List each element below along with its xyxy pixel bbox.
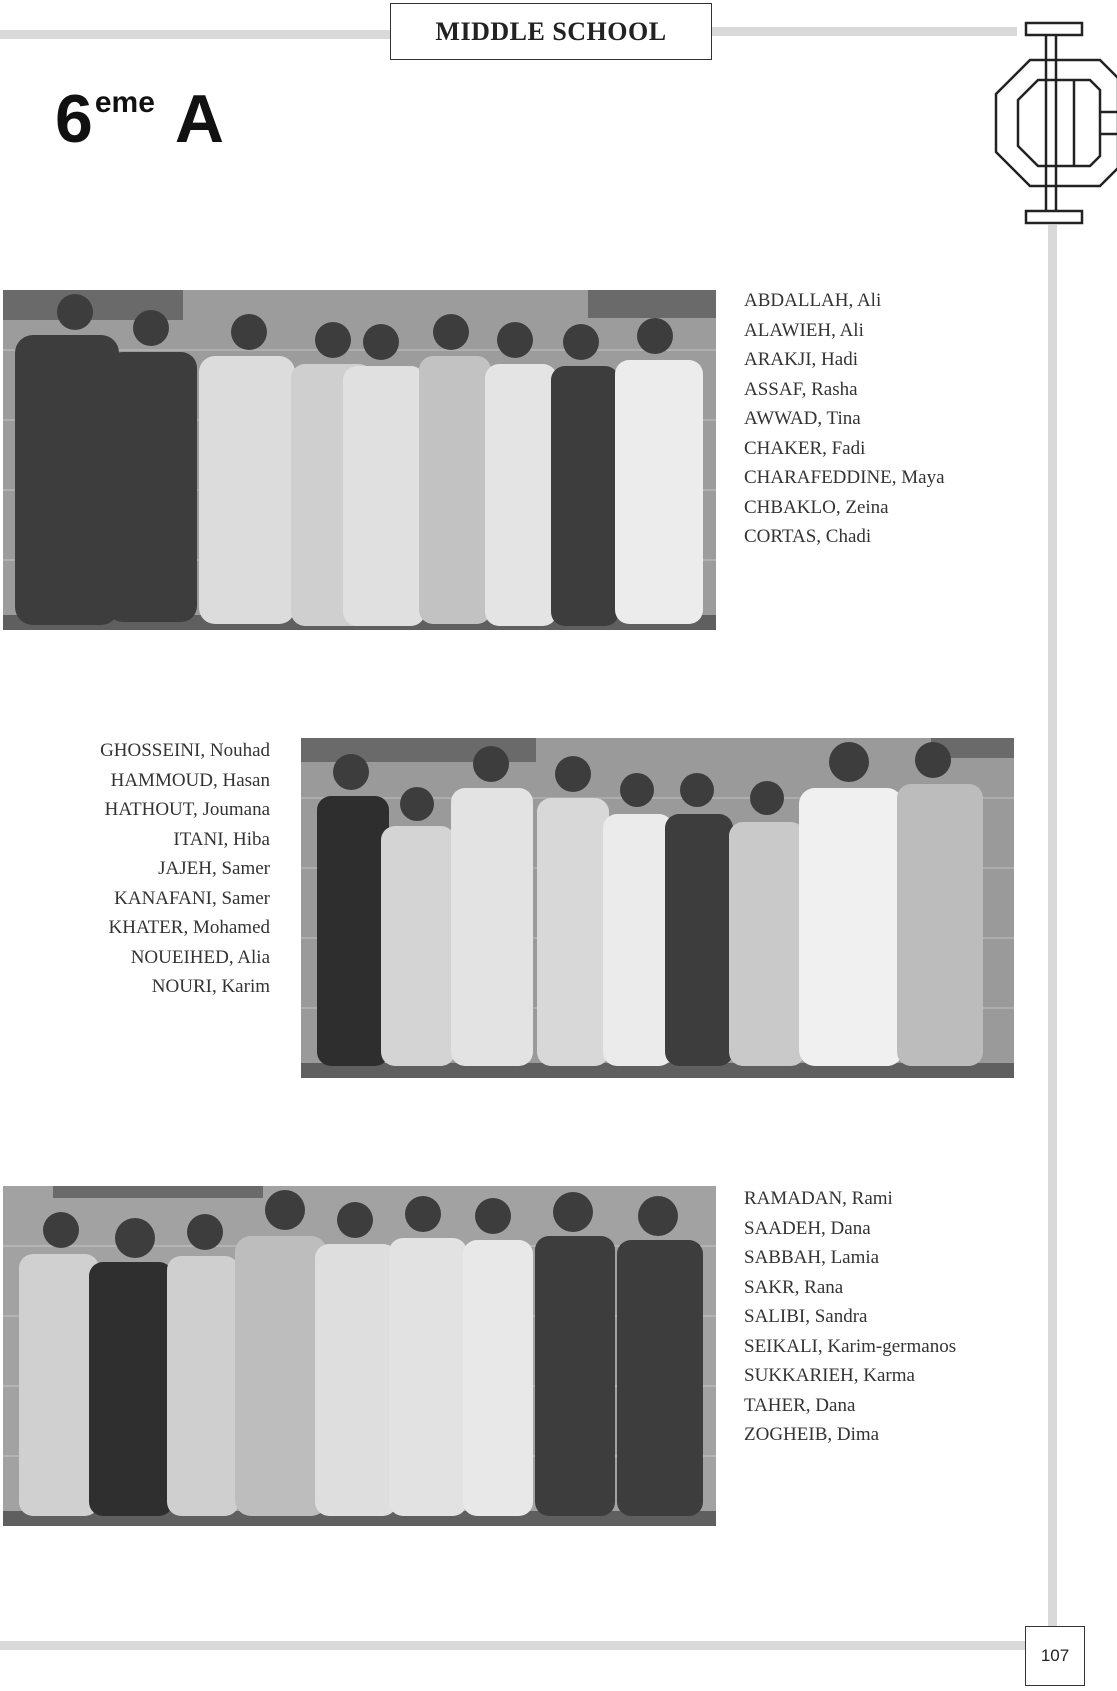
- class-letter: A: [174, 81, 224, 157]
- student-name: CHAKER, Fadi: [744, 437, 866, 459]
- student-name: SAADEH, Dana: [744, 1217, 871, 1239]
- student-name: ARAKJI, Hadi: [744, 349, 858, 370]
- student-name: ALAWIEH, Ali: [744, 319, 864, 341]
- student-name: RAMADAN, Rami: [744, 1188, 893, 1209]
- student-name: ASSAF, Rasha: [744, 378, 858, 400]
- name-list-2: [100, 736, 270, 1002]
- page-number-box: [1025, 1626, 1085, 1686]
- student-name: JAJEH, Samer: [158, 858, 270, 879]
- name-list-3: [744, 1184, 956, 1450]
- class-title: [55, 80, 224, 158]
- bottom-rule: [0, 1641, 1025, 1650]
- student-name: ABDALLAH, Ali: [744, 290, 882, 311]
- top-rule-right: [712, 27, 1017, 36]
- student-name: TAHER, Dana: [744, 1394, 856, 1416]
- student-name: HAMMOUD, Hasan: [110, 769, 270, 791]
- right-vertical-rule: [1048, 225, 1057, 1645]
- student-name: SABBAH, Lamia: [744, 1247, 880, 1268]
- student-name: ZOGHEIB, Dima: [744, 1424, 880, 1445]
- class-photo-2: [301, 738, 1014, 1078]
- name-list-1: [744, 286, 945, 552]
- student-name: AWWAD, Tina: [744, 408, 861, 429]
- section-header: [390, 3, 712, 60]
- class-number: 6: [55, 81, 93, 157]
- section-title: MIDDLE SCHOOL: [435, 16, 667, 46]
- class-photo-1: [3, 290, 716, 630]
- school-logo-icon: [990, 20, 1117, 226]
- student-name: SALIBI, Sandra: [744, 1306, 868, 1327]
- student-name: CORTAS, Chadi: [744, 526, 872, 547]
- top-rule-left: [0, 30, 390, 39]
- student-name: SEIKALI, Karim-germanos: [744, 1335, 957, 1357]
- student-name: CHBAKLO, Zeina: [744, 496, 889, 518]
- student-name: SAKR, Rana: [744, 1276, 844, 1298]
- class-superscript: eme: [94, 86, 155, 119]
- student-name: KANAFANI, Samer: [114, 887, 270, 909]
- student-name: KHATER, Mohamed: [108, 917, 270, 938]
- student-name: GHOSSEINI, Nouhad: [100, 740, 270, 761]
- student-name: ITANI, Hiba: [173, 828, 270, 850]
- student-name: NOUEIHED, Alia: [130, 946, 270, 968]
- student-name: NOURI, Karim: [151, 976, 270, 997]
- class-photo-3: [3, 1186, 716, 1526]
- student-name: CHARAFEDDINE, Maya: [744, 467, 945, 488]
- page-number: 107: [1040, 1646, 1070, 1665]
- student-name: HATHOUT, Joumana: [104, 799, 270, 820]
- student-name: SUKKARIEH, Karma: [744, 1365, 915, 1386]
